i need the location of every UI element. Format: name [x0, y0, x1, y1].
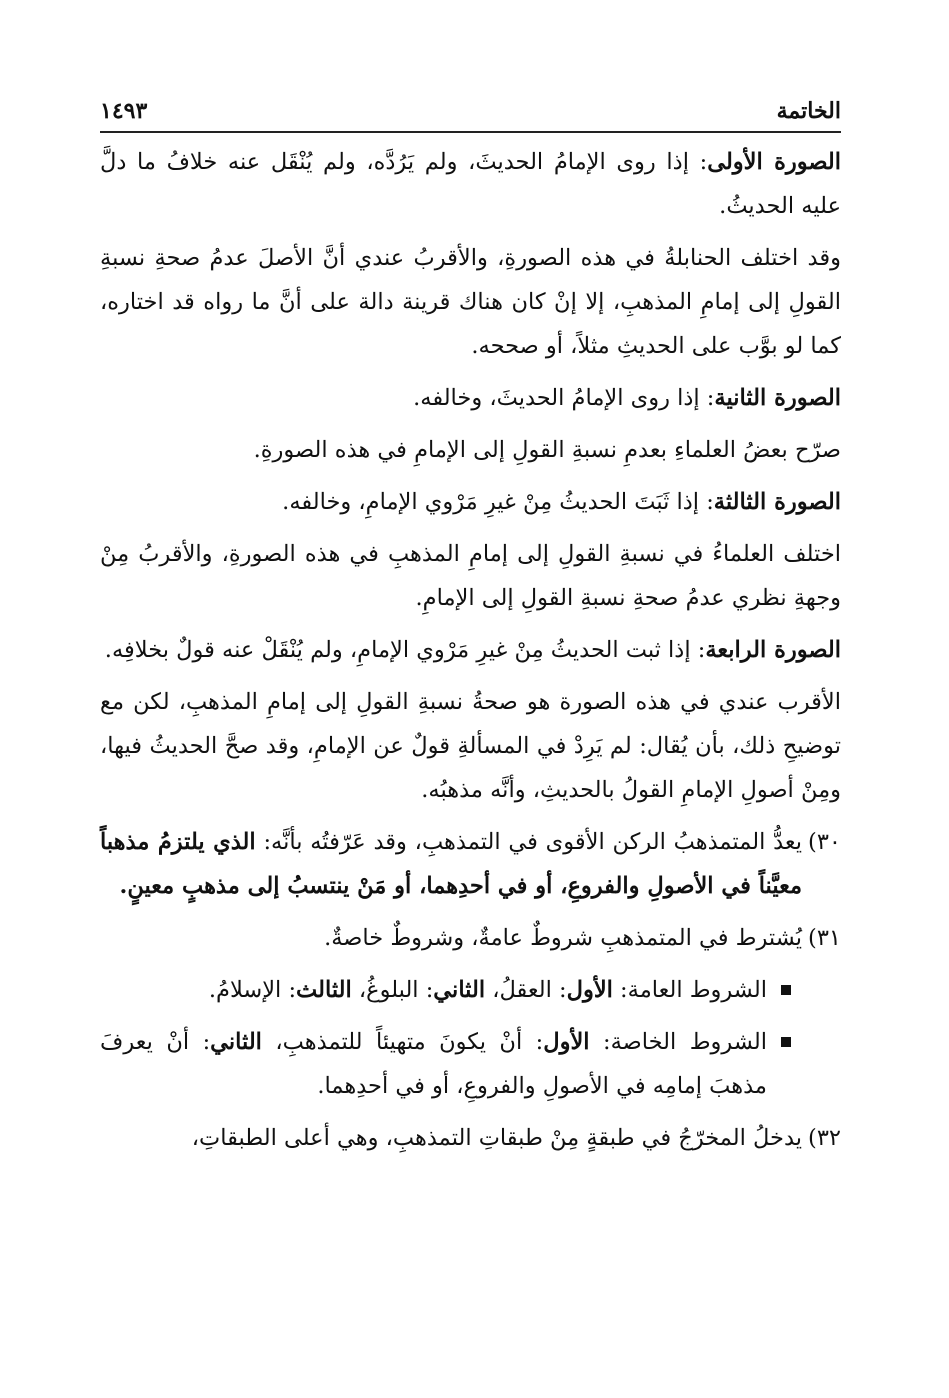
page-body — [100, 140, 841, 1168]
list-item-30 — [100, 820, 841, 908]
bullet-1-second-text: : البلوغُ، — [351, 977, 434, 1003]
paragraph-case-1 — [100, 140, 841, 228]
case-1-label: الصورة الأولى — [707, 149, 841, 175]
bullet-2-first-label: الأول — [543, 1029, 590, 1055]
square-bullet-icon — [781, 985, 791, 995]
item-30-number: ٣٠) — [808, 829, 841, 855]
paragraph-4: صرّح بعضُ العلماءِ بعدمِ نسبةِ القولِ إلى الإمامِ في هذه الصورةِ. — [253, 437, 841, 463]
bullet-2-second-text: : أنْ يعرفَ مذهبَ إمامِه في الأصولِ والفروعِ، أو في أحدِهما. — [100, 1029, 767, 1099]
list-item-31 — [100, 916, 841, 960]
bullet-1-first-text: : العقلُ، — [485, 977, 567, 1003]
paragraph-8: الأقرب عندي في هذه الصورة هو صحةُ نسبةِ القولِ إلى إمامِ المذهبِ، لكن مع توضيحِ ذلك، بأن يُقال: لم يَرِدْ في المسألةِ قولٌ عن الإمامِ، وقد صحَّ الحديثُ فيها، ومِنْ أصولِ الإمامِ القولُ بالحديثِ، وأنَّه مذهبُه. — [100, 689, 841, 803]
paragraph-6: اختلف العلماءُ في نسبةِ القولِ إلى إمامِ المذهبِ في هذه الصورةِ، والأقربُ مِنْ وجهةِ نظري عدمُ صحةِ نسبةِ القولِ إلى الإمامِ. — [100, 541, 841, 611]
bullet-1-third-label: الثالث — [296, 977, 352, 1003]
case-2-label: الصورة الثانية — [714, 385, 841, 411]
case-3-label: الصورة الثالثة — [713, 489, 841, 515]
list-item-32 — [100, 1116, 841, 1160]
case-3-text: : إذا ثَبَتَ الحديثُ مِنْ غيرِ مَرْوي الإمامِ، وخالفه. — [282, 489, 714, 515]
bullet-2-first-text: : أنْ يكونَ متهيئاً للتمذهبِ، — [261, 1029, 544, 1055]
item-32-text: يدخلُ المخرّجُ في طبقةٍ مِنْ طبقاتِ التمذهبِ، وهي أعلى الطبقاتِ، — [191, 1125, 803, 1151]
item-31-text: يُشترط في المتمذهبِ شروطٌ عامةٌ، وشروطٌ خاصةٌ. — [324, 925, 803, 951]
bullet-special-conditions — [100, 1020, 841, 1108]
case-1-text: : إذا روى الإمامُ الحديثَ، ولم يَرُدَّه، ولم يُنْقَل عنه خلافُ ما دلَّ عليه الحديثُ. — [100, 149, 841, 219]
paragraph-case-2 — [100, 376, 841, 420]
bullet-1-second-label: الثاني — [433, 977, 486, 1003]
bullet-1-lead: الشروط العامة: — [612, 977, 767, 1003]
paragraph-case-4 — [100, 628, 841, 672]
case-2-text: : إذا روى الإمامُ الحديثَ، وخالفه. — [413, 385, 715, 411]
item-32-number: ٣٢) — [808, 1125, 841, 1151]
header-rule — [100, 131, 841, 133]
chapter-title: الخاتمة — [776, 98, 841, 124]
bullet-2-lead: الشروط الخاصة: — [589, 1029, 768, 1055]
bullet-1-first-label: الأول — [566, 977, 613, 1003]
bullet-1-third-text: : الإسلامُ. — [208, 977, 297, 1003]
item-30-text: يعدُّ المتمذهبُ الركن الأقوى في التمذهبِ، وقد عَرّفتُه بأنَّه: — [255, 829, 803, 855]
bullet-general-conditions — [100, 968, 841, 1012]
paragraph-2: وقد اختلف الحنابلةُ في هذه الصورةِ، والأقربُ عندي أنَّ الأصلَ عدمُ صحةِ نسبةِ القولِ إلى إمامِ المذهبِ، إلا إنْ كان هناك قرينة دالة على أنَّ ما رواه قد اختاره، كما لو بوَّب على الحديثِ مثلاً، أو صححه. — [100, 245, 841, 359]
item-30-definition: الذي يلتزمُ مذهباً معيَّناً في الأصولِ والفروعِ، أو في أحدِهما، أو مَنْ ينتسبُ إلى مذهبٍ معينٍ. — [100, 829, 803, 899]
case-4-text: : إذا ثبت الحديثُ مِنْ غيرِ مَرْوي الإمامِ، ولم يُنْقَلْ عنه قولٌ بخلافِه. — [104, 637, 706, 663]
paragraph-case-3 — [100, 480, 841, 524]
running-header — [100, 98, 841, 128]
item-31-number: ٣١) — [808, 925, 841, 951]
square-bullet-icon — [781, 1037, 791, 1047]
page-number: ١٤٩٣ — [100, 98, 148, 124]
case-4-label: الصورة الرابعة — [705, 637, 841, 663]
bullet-2-second-label: الثاني — [210, 1029, 262, 1055]
